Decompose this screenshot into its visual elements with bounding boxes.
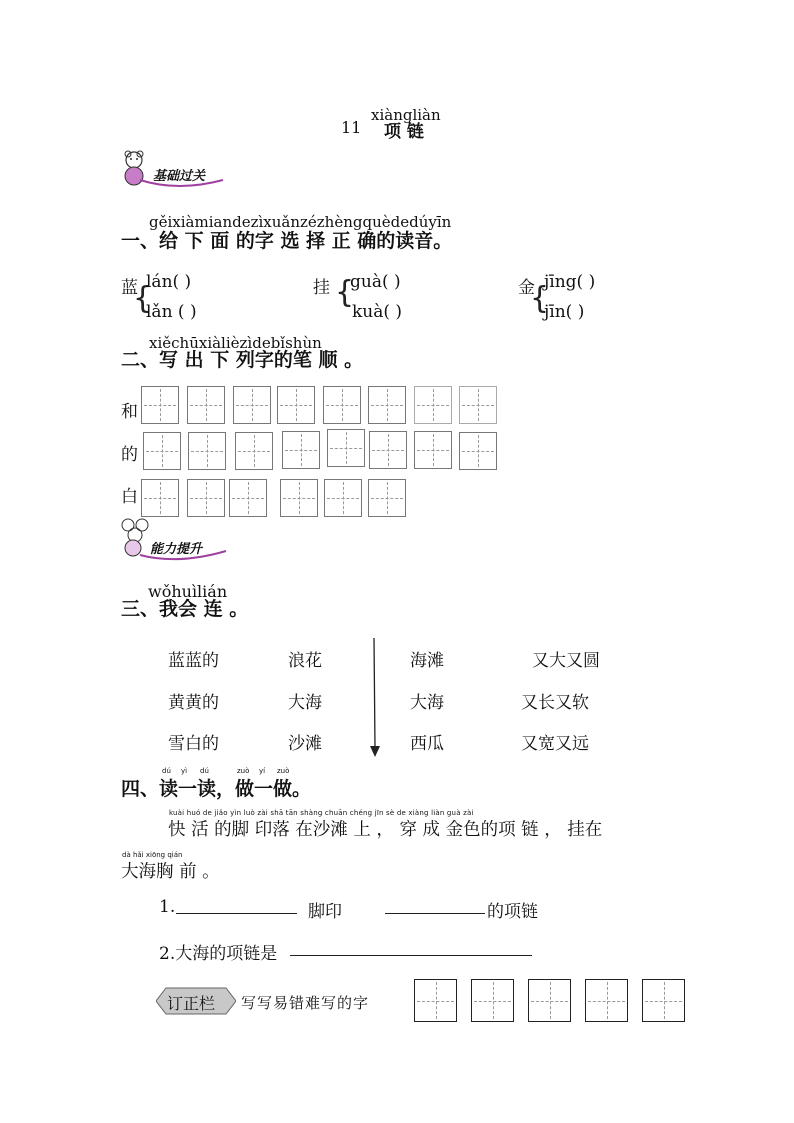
match-right-word: 又大又圆 [532, 651, 600, 671]
row-char-de: 的 [121, 445, 138, 465]
answer-blank[interactable] [290, 955, 532, 956]
writing-grid[interactable] [327, 429, 365, 467]
match-right-word: 海滩 [410, 651, 444, 671]
match-left-word: 浪花 [288, 651, 322, 671]
item2-prompt: 2.大海的项链是 [159, 944, 278, 964]
correction-label: 订正栏 [167, 994, 216, 1013]
answer-blank[interactable] [385, 913, 485, 914]
writing-grid[interactable] [280, 479, 318, 517]
writing-grid[interactable] [414, 431, 452, 469]
badge-basics [118, 150, 228, 192]
writing-grid[interactable] [187, 479, 225, 517]
passage-pinyin: kuài huó de jiǎo yìn luò zài shā tān shàng chuān chéng jīn sè de xiàng liàn guà zài [169, 809, 474, 817]
match-left-word: 黄黄的 [168, 693, 219, 713]
q1-option: lǎn ( ) [146, 302, 197, 322]
item1-suffix: 的项链 [487, 902, 538, 922]
writing-grid[interactable] [282, 431, 320, 469]
q1-char-lan: 蓝 [121, 278, 138, 298]
writing-grid[interactable] [233, 386, 271, 424]
writing-grid[interactable] [187, 386, 225, 424]
q3-title: 三、我会 连 。 [121, 598, 249, 620]
q4-pinyin: yì [181, 767, 188, 775]
q1-option: lán( ) [146, 272, 192, 292]
title-pinyin: xiàngliàn [371, 106, 441, 124]
correction-hint: 写写易错难写的字 [241, 994, 370, 1012]
writing-grid[interactable] [229, 479, 267, 517]
match-left-word: 沙滩 [288, 734, 322, 754]
writing-grid[interactable] [368, 386, 406, 424]
q4-pinyin: dú [162, 767, 171, 775]
passage-line: 大海胸 前 。 [121, 862, 220, 882]
match-left-word: 雪白的 [168, 734, 219, 754]
row-char-he: 和 [121, 402, 138, 422]
brace-icon: { [133, 281, 153, 316]
writing-grid[interactable] [459, 386, 497, 424]
brace-icon: { [335, 275, 355, 310]
row-char-bai: 白 [121, 487, 138, 507]
writing-grid[interactable] [141, 386, 179, 424]
q1-option: guà( ) [350, 272, 401, 292]
match-left-word: 大海 [288, 693, 322, 713]
correction-grid[interactable] [414, 979, 457, 1022]
q1-pinyin: gěixiàmiandezìxuǎnzézhèngquèdedúyīn [149, 213, 452, 231]
match-right-word: 西瓜 [410, 734, 444, 754]
correction-grid[interactable] [471, 979, 514, 1022]
q3-pinyin: wǒhuìlián [148, 582, 228, 601]
divider-arrow-icon [366, 636, 382, 758]
match-right-word: 又宽又远 [521, 734, 589, 754]
q1-option: jīng( ) [544, 272, 596, 292]
writing-grid[interactable] [143, 432, 181, 470]
q2-title: 二、写 出 下 列字的笔 顺 。 [121, 349, 364, 371]
writing-grid[interactable] [235, 432, 273, 470]
writing-grid[interactable] [324, 479, 362, 517]
correction-grid[interactable] [528, 979, 571, 1022]
q4-title: 四、读一读，做一做。 [121, 778, 312, 800]
page-title: 项 链 [384, 122, 424, 142]
writing-grid[interactable] [323, 386, 361, 424]
q1-char-gua: 挂 [313, 278, 330, 298]
passage-line: 快 活 的脚 印落 在沙滩 上 ， 穿 成 金色的项 链 ， 挂在 [168, 820, 603, 840]
writing-grid[interactable] [369, 431, 407, 469]
q1-title: 一、给 下 面 的字 选 择 正 确的读音。 [121, 230, 453, 252]
writing-grid[interactable] [277, 386, 315, 424]
q4-pinyin: zuò [277, 767, 290, 775]
badge-basics-label: 基础过关 [153, 169, 206, 184]
answer-blank[interactable] [176, 913, 297, 914]
q4-pinyin: dú [200, 767, 209, 775]
badge-advanced [118, 517, 228, 563]
match-left-word: 蓝蓝的 [168, 651, 219, 671]
passage-pinyin: dà hǎi xiōng qián [122, 851, 183, 859]
correction-grid[interactable] [642, 979, 685, 1022]
item1-word: 脚印 [308, 902, 342, 922]
lesson-number: 11 [341, 118, 362, 137]
item1-number: 1. [159, 897, 176, 917]
writing-grid[interactable] [141, 479, 179, 517]
writing-grid[interactable] [188, 432, 226, 470]
match-right-word: 大海 [410, 693, 444, 713]
match-right-word: 又长又软 [521, 693, 589, 713]
q1-option: jīn( ) [544, 302, 585, 322]
writing-grid[interactable] [368, 479, 406, 517]
brace-icon: { [530, 281, 550, 316]
q2-pinyin: xiěchūxiàlièzìdebǐshùn [149, 334, 322, 352]
q4-pinyin: zuò [237, 767, 250, 775]
writing-grid[interactable] [414, 386, 452, 424]
q1-option: kuà( ) [352, 302, 403, 322]
q4-pinyin: yí [259, 767, 266, 775]
badge-advanced-label: 能力提升 [150, 542, 203, 557]
q1-char-jin: 金 [518, 278, 535, 298]
correction-grid[interactable] [585, 979, 628, 1022]
writing-grid[interactable] [459, 432, 497, 470]
